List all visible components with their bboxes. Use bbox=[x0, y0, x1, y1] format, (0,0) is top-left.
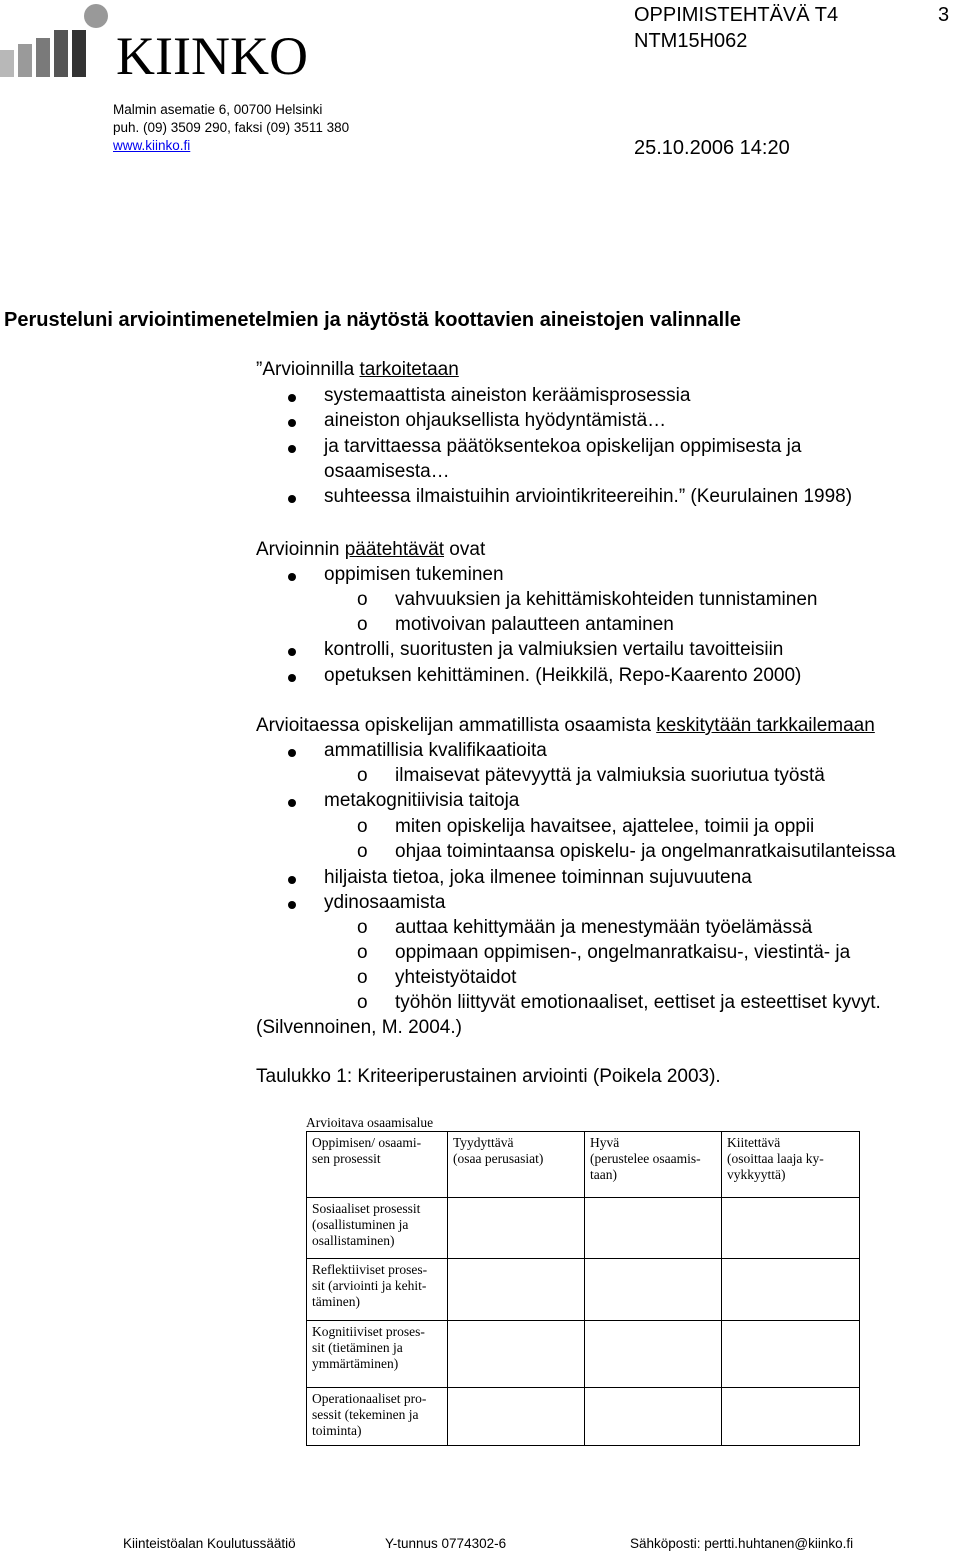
list-item: ydinosaamista bbox=[324, 892, 446, 913]
list-item-continuation: osaamisesta… bbox=[324, 461, 450, 482]
list-item: ammatillisia kvalifikaatioita bbox=[324, 740, 547, 761]
bullet-icon bbox=[288, 876, 296, 884]
footer-organization: Kiinteistöalan Koulutussäätiö bbox=[123, 1536, 296, 1551]
table-header-row bbox=[307, 1132, 860, 1198]
table-cell bbox=[448, 1198, 585, 1259]
company-address-block bbox=[113, 101, 349, 155]
phone-line: puh. (09) 3509 290, faksi (09) 3511 380 bbox=[113, 120, 350, 135]
table-cell bbox=[448, 1259, 585, 1321]
sub-bullet-marker: o bbox=[357, 967, 368, 988]
list-item: metakognitiivisia taitoja bbox=[324, 790, 520, 811]
document-title-block bbox=[634, 2, 838, 54]
list-item: hiljaista tietoa, joka ilmenee toiminnan sujuvuutena bbox=[324, 867, 752, 888]
website-link[interactable]: www.kiinko.fi bbox=[113, 138, 191, 153]
table-header-cell: Kiitettävä (osoittaa laaja ky- vykkyyttä) bbox=[722, 1132, 860, 1198]
bullet-icon bbox=[288, 799, 296, 807]
sub-list-item: yhteistyötaidot bbox=[395, 967, 517, 988]
bullet-icon bbox=[288, 419, 296, 427]
sub-list-item: ilmaisevat pätevyyttä ja valmiuksia suoriutua työstä bbox=[395, 765, 825, 786]
section-heading: Perusteluni arviointimenetelmien ja näytöstä koottavien aineistojen valinnalle bbox=[4, 309, 741, 331]
list-item: ja tarvittaessa päätöksentekoa opiskelijan oppimisesta ja bbox=[324, 436, 802, 457]
table-title: Arvioitava osaamisalue bbox=[306, 1115, 434, 1130]
sub-bullet-marker: o bbox=[357, 942, 368, 963]
table-row-label: Operationaaliset pro- sessit (tekeminen ja toiminta) bbox=[307, 1388, 448, 1446]
sub-bullet-marker: o bbox=[357, 589, 368, 610]
document-code: NTM15H062 bbox=[634, 30, 748, 52]
bullet-icon bbox=[288, 445, 296, 453]
sub-list-item: oppimaan oppimisen-, ongelmanratkaisu-, viestintä- ja bbox=[395, 942, 851, 963]
sub-list-item: ohjaa toimintaansa opiskelu- ja ongelmanratkaisutilanteissa bbox=[395, 841, 896, 862]
sub-bullet-marker: o bbox=[357, 992, 368, 1013]
criteria-table bbox=[306, 1131, 860, 1446]
list-item: suhteessa ilmaistuihin arviointikriteereihin.” (Keurulainen 1998) bbox=[324, 486, 853, 507]
sub-bullet-marker: o bbox=[357, 614, 368, 635]
bullet-icon bbox=[288, 495, 296, 503]
list-item: aineiston ohjauksellista hyödyntämistä… bbox=[324, 410, 667, 431]
bullet-icon bbox=[288, 749, 296, 757]
sub-bullet-marker: o bbox=[357, 917, 368, 938]
sub-bullet-marker: o bbox=[357, 765, 368, 786]
table-header-cell: Tyydyttävä (osaa perusasiat) bbox=[448, 1132, 585, 1198]
intro-suffix: ovat bbox=[444, 539, 486, 560]
intro-underlined: keskitytään tarkkailemaan bbox=[656, 715, 875, 736]
kiinko-logo bbox=[0, 0, 340, 82]
table-row bbox=[307, 1388, 860, 1446]
table-row bbox=[307, 1259, 860, 1321]
list-item: oppimisen tukeminen bbox=[324, 564, 504, 585]
table-row bbox=[307, 1321, 860, 1388]
sub-list-item: motivoivan palautteen antaminen bbox=[395, 614, 674, 635]
table-header-cell: Oppimisen/ osaami- sen prosessit bbox=[307, 1132, 448, 1198]
table-row-label: Sosiaaliset prosessit (osallistuminen ja osallistaminen) bbox=[307, 1198, 448, 1259]
document-title: OPPIMISTEHTÄVÄ T4 bbox=[634, 4, 839, 26]
bullet-icon bbox=[288, 674, 296, 682]
list-item: systemaattista aineiston keräämisprosessia bbox=[324, 385, 691, 406]
footer-email[interactable]: Sähköposti: pertti.huhtanen@kiinko.fi bbox=[630, 1536, 854, 1551]
table-cell bbox=[585, 1321, 722, 1388]
address-line: Malmin asematie 6, 00700 Helsinki bbox=[113, 102, 323, 117]
table-cell bbox=[585, 1388, 722, 1446]
bullet-icon bbox=[288, 394, 296, 402]
sub-list-item: työhön liittyvät emotionaaliset, eettiset ja esteettiset kyvyt. bbox=[395, 992, 881, 1013]
table-cell bbox=[585, 1259, 722, 1321]
intro-underlined: tarkoitetaan bbox=[359, 359, 459, 380]
table-cell bbox=[585, 1198, 722, 1259]
intro-prefix: Arvioinnin bbox=[256, 539, 345, 560]
svg-text:KIINKO: KIINKO bbox=[116, 26, 308, 82]
sub-bullet-marker: o bbox=[357, 816, 368, 837]
list-item: kontrolli, suoritusten ja valmiuksien vertailu tavoitteisiin bbox=[324, 639, 784, 660]
list-item: opetuksen kehittäminen. (Heikkilä, Repo-Kaarento 2000) bbox=[324, 665, 802, 686]
intro-underlined: päätehtävät bbox=[344, 539, 445, 560]
citation: (Silvennoinen, M. 2004.) bbox=[256, 1017, 462, 1038]
intro-prefix: ”Arvioinnilla bbox=[256, 359, 360, 380]
sub-list-item: miten opiskelija havaitsee, ajattelee, toimii ja oppii bbox=[395, 816, 815, 837]
page-number: 3 bbox=[938, 4, 950, 26]
sub-list-item: auttaa kehittymään ja menestymään työelämässä bbox=[395, 917, 813, 938]
table-cell bbox=[448, 1388, 585, 1446]
bullet-icon bbox=[288, 648, 296, 656]
table-header-cell: Hyvä (perustelee osaamis- taan) bbox=[585, 1132, 722, 1198]
table-row-label: Reflektiiviset proses- sit (arviointi ja kehit- täminen) bbox=[307, 1259, 448, 1321]
bullet-icon bbox=[288, 901, 296, 909]
bullet-icon bbox=[288, 573, 296, 581]
table-cell bbox=[722, 1388, 860, 1446]
section2-intro bbox=[256, 538, 485, 562]
sub-list-item: vahvuuksien ja kehittämiskohteiden tunnistaminen bbox=[395, 589, 818, 610]
footer-business-id: Y-tunnus 0774302-6 bbox=[385, 1536, 507, 1551]
table-row-label: Kognitiiviset proses- sit (tietäminen ja ymmärtäminen) bbox=[307, 1321, 448, 1388]
table-caption: Taulukko 1: Kriteeriperustainen arviointi (Poikela 2003). bbox=[256, 1066, 721, 1087]
table-row bbox=[307, 1198, 860, 1259]
table-cell bbox=[722, 1321, 860, 1388]
document-datetime: 25.10.2006 14:20 bbox=[634, 137, 790, 159]
sub-bullet-marker: o bbox=[357, 841, 368, 862]
table-cell bbox=[722, 1198, 860, 1259]
table-cell bbox=[722, 1259, 860, 1321]
table-cell bbox=[448, 1321, 585, 1388]
intro-prefix: Arvioitaessa opiskelijan ammatillista osaamista bbox=[256, 715, 657, 736]
section1-intro bbox=[256, 358, 459, 382]
section3-intro bbox=[256, 714, 875, 738]
